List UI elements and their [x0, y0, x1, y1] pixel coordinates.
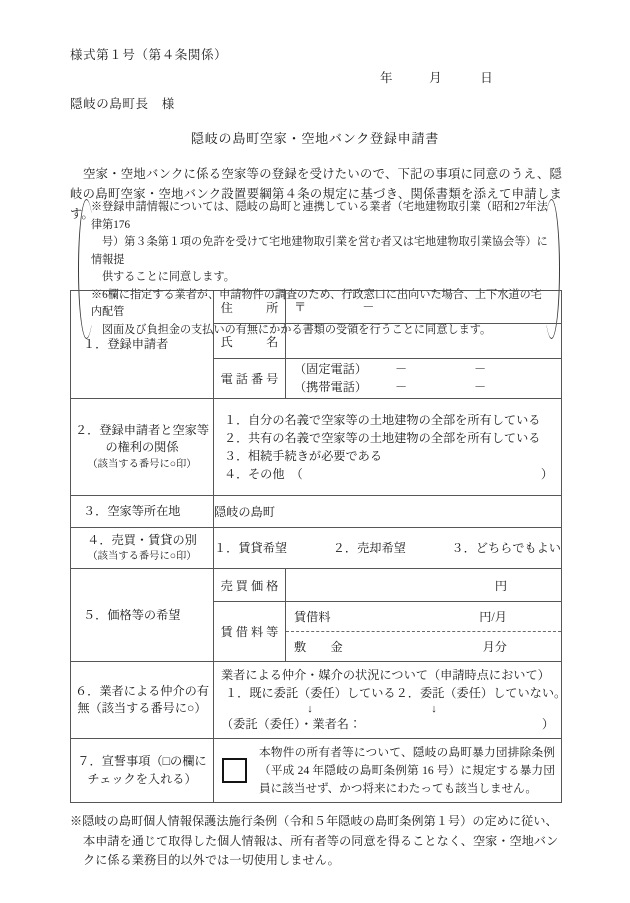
sub-label-rent: 賃借料等 — [214, 602, 286, 662]
transaction-type-options — [214, 528, 562, 569]
deposit-name: 敷 金 — [294, 640, 343, 655]
sub-label-name: 氏 名 — [214, 324, 286, 359]
intro-paragraph: 空家・空地バンクに係る空家等の登録を受けたいので、下記の事項に同意のうえ、隠岐の島町空家・空地バンク設置要綱第４条の規定に基づき、関係書類を添えて申請します。 — [70, 167, 562, 221]
row-label-oath — [71, 739, 214, 803]
option-agency-1[interactable]: １．既に委託（委任）している — [225, 686, 396, 701]
agency-heading: 業者による仲介・媒介の状況について（申請時点において） — [221, 668, 550, 683]
input-address[interactable] — [286, 291, 562, 324]
telephone-dash: － — [395, 362, 408, 376]
table-row-location — [71, 496, 562, 528]
option-transaction-2[interactable]: ２．売却希望 — [332, 541, 406, 556]
option-rights-1[interactable] — [222, 411, 553, 429]
option-close-paren: ） — [540, 467, 553, 482]
input-location[interactable] — [214, 496, 562, 528]
table-row-agency — [71, 662, 562, 739]
oath-text: 本物件の所有者等について、隠岐の島町暴力団排除条例（平成 24 年隠岐の島町条例第 16 号）に規定する暴力団員に該当せず、かつ将来にわたっても該当しません。 — [259, 746, 555, 795]
input-agency-name[interactable] — [221, 716, 554, 734]
footer-line: 本申請を通じて取得した個人情報は、所有者等の同意を得ることなく、空家・空地バン — [83, 833, 559, 848]
document-title: 隠岐の島町空家・空地バンク登録申請書 — [190, 131, 440, 146]
down-arrow-icon: ↓ — [307, 702, 313, 715]
date-day-label: 日 — [480, 71, 493, 85]
option-number: １． — [224, 413, 249, 428]
row-label-agency-line1: ６．業者による仲介の有 — [74, 683, 210, 698]
consent-note-line: 図面及び負担金の支払いの有無にかかる書類の受領を行うことに同意します。 — [102, 323, 492, 336]
table-row-transaction-type — [71, 528, 562, 569]
consent-note-line: 号）第３条第１項の免許を受けて宅地建物取引業を営む者又は宅地建物取引業協会等）に情報提 — [91, 236, 548, 266]
row-label-oath-line1: ７．宣誓事項（□の欄に — [77, 754, 207, 769]
deposit-unit: 月分 — [482, 640, 507, 655]
sale-price-unit: 円 — [494, 578, 507, 593]
option-number: ４． — [224, 467, 249, 482]
telephone-fixed-label: （固定電話） — [294, 362, 368, 376]
telephone-dash: － — [395, 379, 408, 394]
input-telephone[interactable] — [286, 359, 562, 399]
option-rights-3[interactable] — [222, 447, 553, 465]
table-row-sale-price — [71, 569, 562, 602]
consent-note-line: ※6欄に指定する業者が、申請物件の調査のため、行政窓口に出向いた場合、上下水道の宅内配管 — [91, 288, 542, 319]
option-text: 自分の名義で空家等の土地建物の全部を所有している — [248, 413, 541, 428]
location-value: 隠岐の島町 — [214, 504, 275, 519]
telephone-dash: － — [474, 379, 487, 394]
sub-label-address: 住 所 — [214, 291, 286, 324]
agency-name-label: （委託（委任）・業者名： — [221, 716, 362, 731]
option-rights-4[interactable] — [222, 465, 553, 483]
telephone-mobile-label: （携帯電話） — [294, 379, 368, 394]
row-label-transaction-sub: （該当する番号に○印） — [87, 551, 197, 563]
agency-options — [214, 662, 567, 739]
row-label-agency — [71, 662, 214, 739]
option-transaction-3[interactable]: ３．どちらでもよい — [451, 541, 561, 556]
footer-line: ※隠岐の島町個人情報保護法施行条例（令和５年隠岐の島町条例第１号）の定めに従い、 — [70, 814, 558, 828]
row-label-rights-line2: の権利の関係 — [105, 440, 179, 455]
table-row-applicant-address — [71, 291, 562, 324]
oath-content — [214, 739, 562, 803]
option-text: 共有の名義で空家等の土地建物の全部を所有している — [248, 431, 541, 446]
option-text: その他 （ — [248, 467, 303, 482]
input-rent[interactable] — [286, 602, 561, 632]
row-label-oath-line2: チェックを入れる） — [87, 771, 197, 786]
option-rights-2[interactable] — [222, 429, 553, 447]
row-label-rights-relation — [71, 399, 214, 496]
row-label-transaction-type — [71, 528, 214, 569]
option-number: ３． — [224, 449, 249, 464]
privacy-footer — [70, 812, 570, 871]
rent-group — [286, 602, 562, 662]
telephone-dash: － — [474, 362, 487, 376]
input-name[interactable] — [286, 324, 562, 359]
option-number: ２． — [224, 431, 249, 446]
date-month-label: 月 — [429, 71, 442, 85]
date-year-label: 年 — [380, 71, 393, 85]
agency-name-close-paren: ） — [541, 716, 554, 731]
option-text: 相続手続きが必要である — [248, 449, 383, 464]
sub-label-sale-price: 売買価格 — [214, 569, 286, 602]
table-row-rights-relation — [71, 399, 562, 496]
row-label-price: ５．価格等の希望 — [71, 569, 214, 662]
row-label-agency-line2: 無（該当する番号に○） — [77, 701, 207, 716]
row-label-applicant: １．登録申請者 — [71, 291, 214, 399]
option-agency-2[interactable]: ２．委託（委任）していない。 — [395, 686, 567, 701]
rent-name: 賃借料 — [294, 610, 331, 625]
down-arrow-icon: ↓ — [431, 702, 437, 715]
telephone-fixed-row — [294, 361, 553, 379]
rent-unit: 円/月 — [479, 610, 507, 625]
consent-note-line: ※登録申請情報については、隠岐の島町と連携している業者（宅地建物取引業（昭和27年法律第176 — [91, 201, 548, 231]
row-label-location: ３．空家等所在地 — [71, 496, 214, 528]
telephone-mobile-row — [294, 379, 553, 397]
application-table — [70, 290, 567, 803]
input-sale-price[interactable] — [286, 569, 562, 602]
sub-label-tel: 電話番号 — [214, 359, 286, 399]
zip-mark-icon: 〒 — [294, 299, 307, 314]
rights-relation-options — [214, 399, 562, 496]
addressee: 隠岐の島町長 様 — [70, 97, 175, 111]
input-deposit[interactable] — [286, 632, 561, 661]
row-label-rights-line1: ２．登録申請者と空家等 — [74, 422, 210, 437]
consent-note-line: 供することに同意します。 — [102, 271, 235, 284]
footer-line: クに係る業務目的以外では一切使用しません。 — [83, 853, 340, 868]
form-code: 様式第１号（第４条関係） — [70, 48, 228, 62]
row-label-transaction-main: ４．売買・賃貸の別 — [87, 532, 197, 547]
oath-checkbox[interactable] — [222, 758, 247, 783]
table-row-oath — [71, 739, 562, 803]
option-transaction-1[interactable]: １．賃貸希望 — [214, 541, 288, 556]
row-label-rights-sub: （該当する番号に○印） — [87, 459, 197, 471]
zip-dash: － — [362, 299, 375, 314]
date-line — [380, 68, 493, 86]
